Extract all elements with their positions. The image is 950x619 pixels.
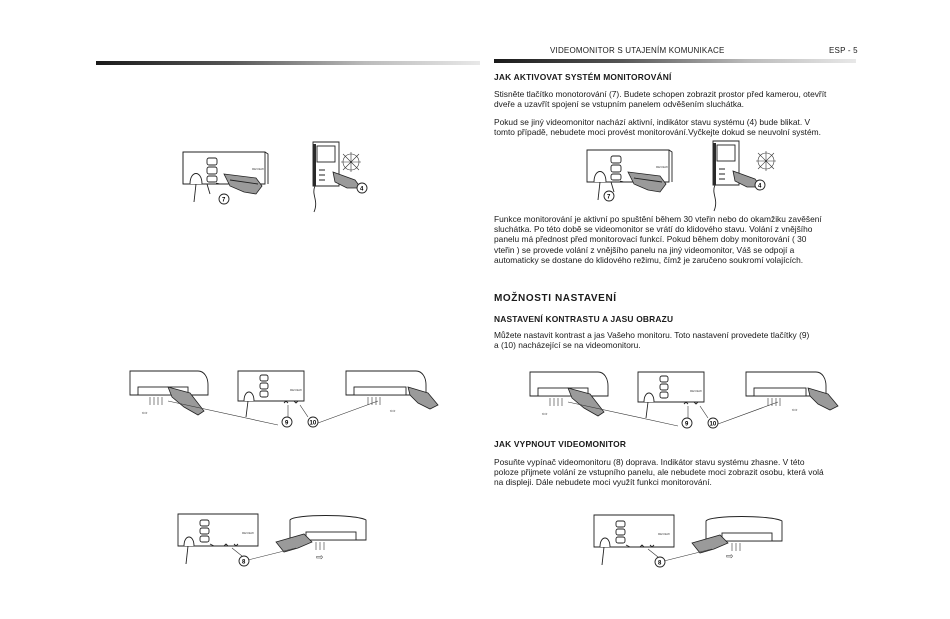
indicator-flash-icon: [341, 152, 361, 172]
paragraph-settings: [494, 330, 857, 350]
arrow-left-right-icon: ⇔: [540, 408, 549, 418]
callout-4: 4: [360, 186, 364, 193]
text-line: Můžete nastavit kontrast a jas Vašeho monitoru. Toto nastavení provedete tlačítky (9): [494, 330, 810, 340]
hand-icon: [808, 388, 838, 410]
text-line: na displeji. Dále nebudete moci využít funkci monitorování.: [494, 477, 712, 488]
callout-9: 9: [285, 420, 289, 427]
text-line: dveře a uzavřít spojení se vstupním panelem odvěšením sluchátka.: [494, 99, 744, 110]
text-line: Funkce monitorování je aktivní po spuštění během 30 vteřin nebo do okamžiku zavěšení: [494, 214, 822, 224]
svg-text:REVIEW: REVIEW: [658, 532, 670, 536]
paragraph-switch-off: [494, 457, 857, 488]
heading-monitoring: JAK AKTIVOVAT SYSTÉM MONITOROVÁNÍ: [494, 72, 672, 82]
hand-icon: [276, 534, 312, 552]
svg-text:REVIEW: REVIEW: [656, 165, 668, 169]
arrow-left-right-icon: ⇔: [790, 404, 799, 414]
arrow-right-icon: ⇨: [726, 551, 734, 561]
text-line: tomto případě, nebudete moci provést monitorování.Vyčkejte dokud se neuvolní systém.: [494, 127, 821, 138]
text-line: Stisněte tlačítko monotorování (7). Budete schopen zobrazit prostor před kamerou, otevřít: [494, 89, 827, 99]
hand-icon: [408, 387, 438, 409]
illustration-handset-monitor-left: [305, 140, 375, 215]
text-line: vteřin ) se provede volání z vnějšího panelu na jiný videomonitor, Váš se odpojí a: [494, 244, 795, 255]
svg-text:REVIEW: REVIEW: [290, 388, 302, 392]
header-page-number: ESP - 5: [829, 46, 858, 55]
illustration-monitor-button-left: [180, 150, 280, 210]
paragraph-monitoring-1: [494, 89, 857, 109]
callout-8: 8: [658, 560, 662, 567]
arrow-right-icon: ⇨: [316, 552, 324, 562]
arrow-left-right-icon: ⇔: [388, 405, 397, 415]
paragraph-monitoring-3: [494, 214, 857, 265]
svg-text:REVIEW: REVIEW: [242, 531, 254, 535]
text-line: panelu má přednost před monitorovací funkcí. Pokud během doby monitorování ( 30: [494, 234, 807, 245]
illustration-handset-monitor-right: [705, 139, 780, 214]
paragraph-monitoring-2: [494, 117, 857, 137]
hand-icon: [692, 535, 728, 553]
callout-7: 7: [607, 194, 611, 201]
arrow-left-right-icon: ⇔: [140, 407, 149, 417]
callout-7: 7: [222, 197, 226, 204]
callout-8: 8: [242, 559, 246, 566]
callout-4: 4: [758, 183, 762, 190]
illustration-switch-left: [176, 512, 386, 572]
header-title: VIDEOMONITOR S UTAJENÍM KOMUNIKACE: [550, 46, 725, 55]
illustration-monitor-button-right: [584, 148, 684, 208]
svg-text:REVIEW: REVIEW: [690, 389, 702, 393]
text-line: Posuňte vypínač videomonitoru (8) doprava. Indikátor stavu systému zhasne. V této: [494, 457, 805, 467]
illustration-contrast-left: [128, 365, 458, 430]
callout-9: 9: [685, 421, 689, 428]
illustration-switch-right: [592, 513, 802, 573]
text-line: poloze přijmete volání ze vstupního panelu, ale nebudete moci zobrazit osobu, která volá: [494, 467, 824, 478]
text-line: Pokud se jiný videomonitor nachází aktivní, indikátor stavu systému (4) bude blikat. V: [494, 117, 811, 127]
text-line: a (10) nacházející se na videomonitoru.: [494, 340, 641, 351]
heading-switch-off: JAK VYPNOUT VIDEOMONITOR: [494, 439, 627, 449]
illustration-contrast-right: [528, 366, 858, 431]
callout-10: 10: [309, 420, 317, 427]
right-page-rule: [494, 59, 856, 63]
text-line: automaticky se dostane do klidového režimu, čímž je zaručeno soukromí volajících.: [494, 254, 804, 265]
callout-10: 10: [709, 421, 717, 428]
indicator-flash-icon: [756, 151, 776, 171]
subheading-contrast: NASTAVENÍ KONTRASTU A JASU OBRAZU: [494, 314, 674, 324]
heading-settings: MOŽNOSTI NASTAVENÍ: [494, 293, 617, 304]
svg-text:REVIEW: REVIEW: [252, 167, 264, 171]
left-page-rule: [96, 61, 480, 65]
text-line: sluchátka. Po této době se videomonitor se vrátí do klidového stavu. Volání z vnějšího: [494, 224, 813, 235]
